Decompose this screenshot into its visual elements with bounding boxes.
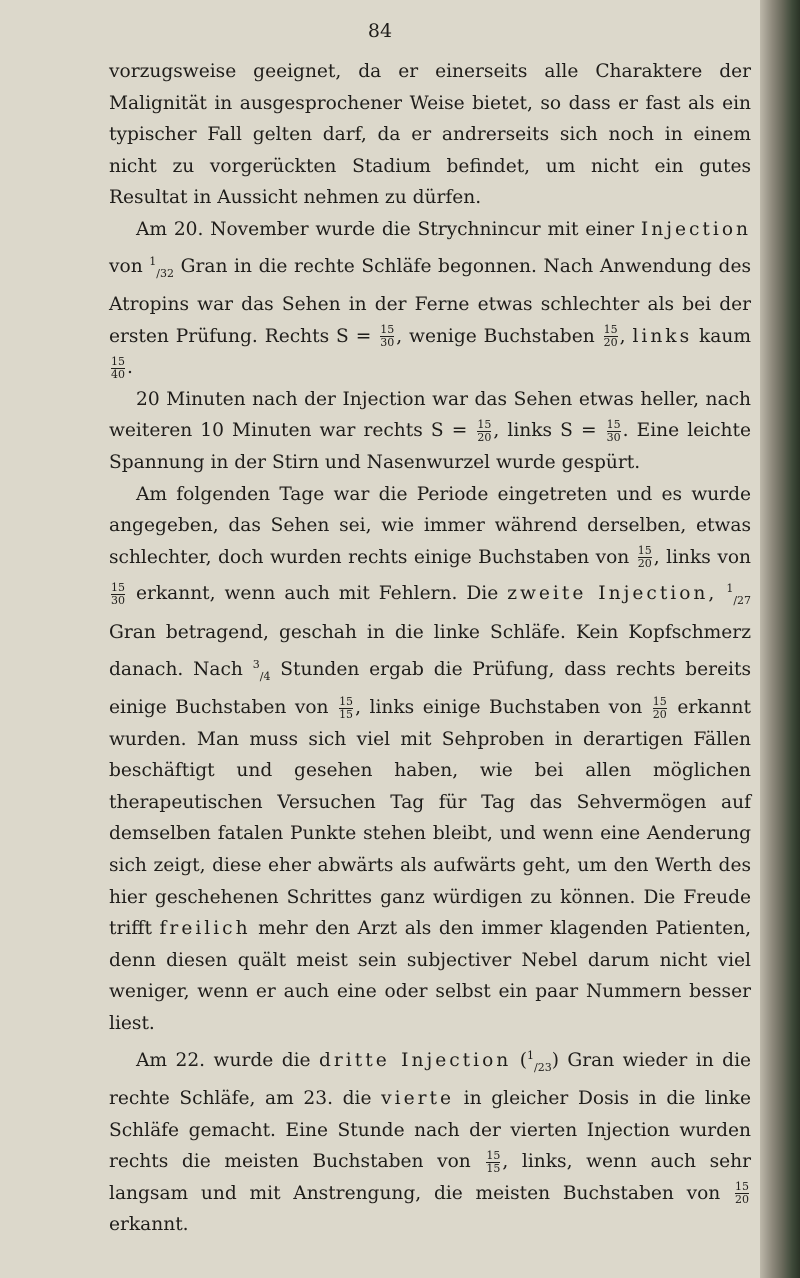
- paragraph-1: vorzugsweise geeignet, da er einerseits alle Charaktere der Malignität in ausgesprochener Weise bietet, so dass er fast als ein typischer Fall gelten darf, da er andrerseits sich noch in einem nicht zu vorgerückten Stadium befindet, um nicht ein gutes Resultat in Aussicht nehmen zu dürfen.: [109, 61, 751, 209]
- paragraph-4: Am folgenden Tage war die Periode eingetreten und es wurde angegeben, das Sehen sei, wie immer während derselben, etwas schlechter, doch wurden rechts einige Buchstaben von $\frac{15}{20}$ , links von $\frac{15}{30}$ erkannt, wenn auch mit Fehlern. Die zweite Injection, $^1_{/27}$ Gran betragend, geschah in die linke Schläfe. Kein Kopfschmerz danach. Nach $^3_{/4}$ Stunden ergab die Prüfung, dass rechts bereits einige Buchstaben von $\frac{15}{15}$ , links einige Buchstaben von $\frac{15}{20}$ erkannt wurden. Man muss sich viel mit Sehproben in derartigen Fällen beschäftigt und gesehen haben, wie bei allen möglichen therapeutischen Versuchen Tag für Tag das Sehvermögen auf demselben fatalen Punkte stehen bleibt, und wenn eine Aenderung sich zeigt, diese eher abwärts als aufwärts geht, um den Werth des hier geschehenen Schrittes ganz würdigen zu können. Die Freude trifft freilich mehr den Arzt als den immer klagenden Patienten, denn diesen quält meist sein subjectiver Nebel darum nicht viel weniger, wenn er auch eine oder selbst ein paar Nummern besser liest.: [109, 483, 752, 1034]
- page-number: 84: [367, 20, 393, 42]
- fraction: $\frac{15}{15}$: [486, 1148, 501, 1175]
- fraction: $\frac{15}{30}$: [111, 581, 125, 608]
- fraction: $\frac{15}{20}$: [652, 694, 667, 721]
- fraction: $\frac{15}{20}$: [477, 417, 492, 444]
- paragraph-5: Am 22. wurde die dritte Injection ($^1_{/23}$) Gran wieder in die rechte Schläfe, am 23. die vierte in gleicher Dosis in die linke Schläfe gemacht. Eine Stunde nach der vierten Injection wurden rechts die meisten Buchstaben von $\frac{15}{15}$ , links, wenn auch sehr langsam und mit Anstrengung, die meisten Buchstaben von $\frac{15}{20}$ erkannt.: [109, 1048, 752, 1236]
- fraction: $\frac{15}{40}$: [111, 354, 125, 381]
- fraction: $\frac{15}{20}$: [637, 544, 652, 571]
- fraction: $\frac{15}{20}$: [735, 1180, 749, 1207]
- fraction: $\frac{15}{30}$: [380, 323, 395, 350]
- page-edge-shadow: [760, 0, 800, 1278]
- fraction: $\frac{15}{30}$: [606, 417, 621, 444]
- fraction: $\frac{15}{20}$: [603, 323, 618, 350]
- paragraph-3: 20 Minuten nach der Injection war das Sehen etwas heller, nach weiteren 10 Minuten war rechts S = $\frac{15}{20}$ , links S = $\frac{15}{30}$ . Eine leichte Spannung in der Stirn und Nasenwurzel wurde gespürt.: [109, 388, 751, 474]
- body-text: [109, 56, 751, 1241]
- fraction: $\frac{15}{15}$: [339, 694, 354, 721]
- paragraph-2: Am 20. November wurde die Strychnincur mit einer Injection von $^1_{/32}$ Gran in die rechte Schläfe begonnen. Nach Anwendung des Atropins war das Sehen in der Ferne etwas schlechter als bei der ersten Prüfung. Rechts S = $\frac{15}{30}$ , wenige Buchstaben $\frac{15}{20}$ , links kaum $\frac{15}{40}$ .: [109, 218, 751, 381]
